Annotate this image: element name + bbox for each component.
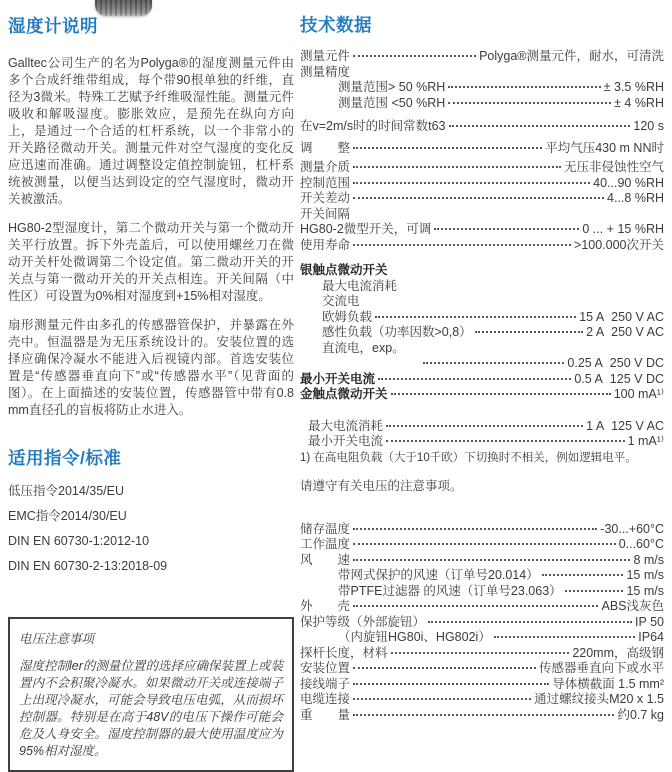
spec-gap <box>300 253 664 263</box>
dot-leader <box>353 197 604 199</box>
spec-value: 0.25 A 250 V DC <box>567 356 664 370</box>
spec-row <box>300 294 664 309</box>
spec-row <box>300 537 664 552</box>
spec-label: 保护等级（外部旋钮） <box>300 614 426 629</box>
dot-leader <box>353 182 590 184</box>
spec-row <box>300 553 664 568</box>
voltage-notice-title: 电压注意事项 <box>19 632 95 646</box>
section-title-description: 湿度计说明 <box>8 16 98 36</box>
dot-leader <box>434 228 579 230</box>
spec-row <box>300 222 664 237</box>
spec-label: 电缆连接 <box>300 692 351 706</box>
dot-leader <box>353 605 598 607</box>
spec-label: 最小开关电流 <box>308 434 384 448</box>
spec-label: 使用寿命 <box>300 237 351 252</box>
spec-value: 15 A 250 V AC <box>579 309 664 324</box>
spec-row <box>300 356 664 371</box>
spec-row <box>300 584 664 599</box>
dot-leader <box>353 528 597 530</box>
dot-leader <box>353 244 571 246</box>
spec-row <box>300 80 664 95</box>
spec-label: 储存温度 <box>300 521 351 536</box>
dot-leader <box>423 362 564 364</box>
spec-row <box>300 207 664 222</box>
spec-row <box>300 419 664 434</box>
spec-value: 8 m/s <box>633 552 664 567</box>
spec-label: 最大电流消耗 <box>308 418 384 433</box>
dot-leader <box>494 636 635 638</box>
spec-value: -30...+60°C <box>600 521 664 536</box>
dot-leader <box>386 440 625 442</box>
dot-leader <box>353 147 542 149</box>
spec-label: 直流电，exp。 <box>322 340 405 355</box>
dot-leader <box>386 425 583 427</box>
spec-value: IP64 <box>638 630 664 644</box>
spec-label: 开关差动 <box>300 191 351 205</box>
spec-label: 带PTFE过滤器 的风速（订单号23.063） <box>338 583 562 598</box>
voltage-notice-box <box>8 617 294 772</box>
spec-label: （内旋钮HG80i、HG802i） <box>338 630 491 644</box>
spec-value: 15 m/s <box>626 583 664 598</box>
voltage-notice-body: 湿度控制ler的测量位置的选择应确保装置上或装置内不会积聚冷凝水。如果微动开关或连接端子上出现冷凝水，可能会导致电压电弧，从而损坏控制器。特别是在高于48V的电压下操作可能会危及人身安全。湿度控制器的最大使用温度应为95%相对湿度。 <box>19 659 283 758</box>
spec-label: 安装位置 <box>300 661 351 675</box>
spec-remark: 请遵守有关电压的注意事项。 <box>300 479 463 493</box>
left-column <box>8 0 294 772</box>
spec-row <box>300 434 664 449</box>
spec-value: ± 4 %RH <box>614 95 664 110</box>
spec-value: 0 ... + 15 %RH <box>582 222 664 236</box>
spec-value: >100.000次开关 <box>574 237 664 252</box>
dot-leader <box>448 86 600 88</box>
dot-leader <box>428 621 632 623</box>
spec-value: 平均气压430 m NN时 <box>545 140 664 155</box>
spec-value: 120 s <box>633 119 664 133</box>
spec-label: 探杆长度，材料 <box>300 645 388 660</box>
spec-label: 欧姆负载 <box>322 309 373 324</box>
spec-row <box>300 646 664 661</box>
standard-item: 低压指令2014/35/EU <box>8 484 125 498</box>
dot-leader <box>449 125 631 127</box>
spec-value: ± 3.5 %RH <box>603 80 664 94</box>
spec-value: ABS浅灰色 <box>601 599 664 613</box>
spec-value: 0.5 A 125 V DC <box>574 371 664 386</box>
spec-value: 1 A 125 V AC <box>586 418 664 433</box>
standard-item: EMC指令2014/30/EU <box>8 509 127 523</box>
dot-leader <box>378 378 571 380</box>
spec-label: 感性负载（功率因数>0,8） <box>322 325 472 339</box>
spec-gap <box>300 111 664 119</box>
dot-leader <box>475 331 583 333</box>
spec-row <box>300 522 664 537</box>
spec-label: 工作温度 <box>300 537 351 551</box>
spec-label: 测量范围> 50 %RH <box>338 80 446 94</box>
spec-row <box>300 119 664 134</box>
spec-value: 15 m/s <box>626 568 664 582</box>
spec-label: 测量元件 <box>300 49 351 63</box>
spec-row <box>300 387 664 402</box>
spec-value: 通过螺纹接头M20 x 1.5 <box>534 692 664 706</box>
spec-gap <box>300 403 664 419</box>
spec-label: HG80-2微型开关，可调 <box>300 222 432 236</box>
spec-value: 无压非侵蚀性空气 <box>563 160 664 174</box>
spec-label: 在v=2m/s时的时间常数t63 <box>300 119 446 133</box>
spec-label: 金触点微动开关 <box>300 387 388 401</box>
section-title-technical-data: 技术数据 <box>300 15 372 35</box>
spec-value: Polyga®测量元件，耐水，可清洗 <box>479 49 664 63</box>
spec-label: 最小开关电流 <box>300 371 376 386</box>
dot-leader <box>353 543 616 545</box>
spec-row <box>300 176 664 191</box>
spec-row <box>300 141 664 156</box>
spec-label: 最大电流消耗 <box>322 278 398 293</box>
spec-row <box>300 372 664 387</box>
spec-value: 约0.7 kg <box>617 707 664 722</box>
dot-leader <box>353 698 531 700</box>
spec-gap <box>300 465 664 477</box>
spec-row <box>300 160 664 175</box>
description-paragraph-1: Galltec公司生产的名为Polyga®的湿度测量元件由多个合成纤维带组成，每个带90根单独的纤维，直径为3微米。特殊工艺赋予纤维吸湿性能。测量元件吸收和解吸湿度。膨胀效应，是预先在纵向方向上，是通过一个合适的杠杆系统，以一个非常小的开关路径微动开关。测量元件对空气湿度的变化反应迅速而准确。通过调整设定值控制旋钮，杠杆系统被测量，以便当达到设定的空气湿度时，微动开关被激活。 <box>8 56 294 206</box>
spec-value: 220mm，高级钢 <box>572 645 664 660</box>
dot-leader <box>448 102 611 104</box>
dot-leader <box>353 55 476 57</box>
section-title-standards: 适用指令/标准 <box>8 448 122 468</box>
spec-row <box>300 263 664 278</box>
standard-item: DIN EN 60730-1:2012-10 <box>8 534 150 548</box>
spec-value: IP 50 <box>635 614 664 629</box>
spec-value: 0...60°C <box>618 537 664 551</box>
dot-leader <box>391 393 611 395</box>
spec-row <box>300 191 664 206</box>
dot-leader <box>353 714 614 716</box>
spec-rows <box>300 49 664 722</box>
standard-item: DIN EN 60730-2-13:2018-09 <box>8 559 168 573</box>
spec-label: 带网式保护的风速（订单号20.014） <box>338 568 539 582</box>
dot-leader <box>565 590 624 592</box>
spec-row <box>300 708 664 723</box>
spec-row <box>300 96 664 111</box>
spec-label: 接线端子 <box>300 676 351 691</box>
spec-label: 外 壳 <box>300 599 351 613</box>
spec-value: 2 A 250 V AC <box>586 325 664 339</box>
spec-row <box>300 677 664 692</box>
spec-value: 40...90 %RH <box>593 175 664 190</box>
spec-value: 1 mA¹⁾ <box>627 434 664 448</box>
right-column <box>300 0 664 723</box>
spec-label: 开关间隔 <box>300 206 351 221</box>
spec-label: 银触点微动开关 <box>300 263 388 277</box>
spec-row <box>300 661 664 676</box>
spec-row <box>300 341 664 356</box>
spec-label: 交流电 <box>322 294 360 308</box>
spec-label: 控制范围 <box>300 175 351 190</box>
dot-leader <box>353 166 561 168</box>
spec-row <box>300 568 664 583</box>
spec-label: 风 速 <box>300 552 351 567</box>
spec-row <box>300 599 664 614</box>
spec-label: 测量精度 <box>300 64 351 79</box>
spec-label: 测量介质 <box>300 160 351 174</box>
spec-label: 重 量 <box>300 707 351 722</box>
spec-row <box>300 630 664 645</box>
dot-leader <box>353 683 549 685</box>
dot-leader <box>353 667 536 669</box>
spec-label: 调 整 <box>300 140 351 155</box>
spec-label: 测量范围 <50 %RH <box>338 95 446 110</box>
spec-row <box>300 279 664 294</box>
spec-row <box>300 65 664 80</box>
spec-row <box>300 310 664 325</box>
spec-value: 导体横截面 1.5 mm² <box>552 676 664 691</box>
spec-value: 100 mA¹⁾ <box>613 387 664 401</box>
description-paragraph-2: HG80-2型湿度计，第二个微动开关与第一个微动开关平行放置。拆下外壳盖后，可以使用螺丝刀在微动开关杆处微调第二个设定值。第二微动开关的开关点与第一微动开关的开关点相连。开关间隔（中性区）可设置为0%相对湿度到+15%相对湿度。 <box>8 221 294 303</box>
dot-leader <box>542 574 624 576</box>
footnote: 1) 在高电阻负载（大于10千欧）下切换时不相关，例如逻辑电平。 <box>300 451 637 464</box>
dot-leader <box>353 559 630 561</box>
spec-row <box>300 325 664 340</box>
dot-leader <box>391 652 570 654</box>
spec-gap <box>300 494 664 522</box>
description-paragraph-3: 扇形测量元件由多孔的传感器管保护，并暴露在外壳中。恒温器是为无压系统设计的。安装位置的选择应确保冷凝水不能进入后视镜内部。首选安装位置是“传感器垂直向下”或“传感器水平”（见背面的图）。在上面描述的安装位置，传感器管中带有0.8 mm直径孔的盲板将防止水进入。 <box>8 318 294 417</box>
spec-row <box>300 49 664 64</box>
spec-row <box>300 692 664 707</box>
dot-leader <box>375 316 576 318</box>
spec-value: 4...8 %RH <box>607 191 664 205</box>
spec-row <box>300 615 664 630</box>
spec-value: 传感器垂直向下或水平 <box>538 661 664 675</box>
spec-row <box>300 238 664 253</box>
